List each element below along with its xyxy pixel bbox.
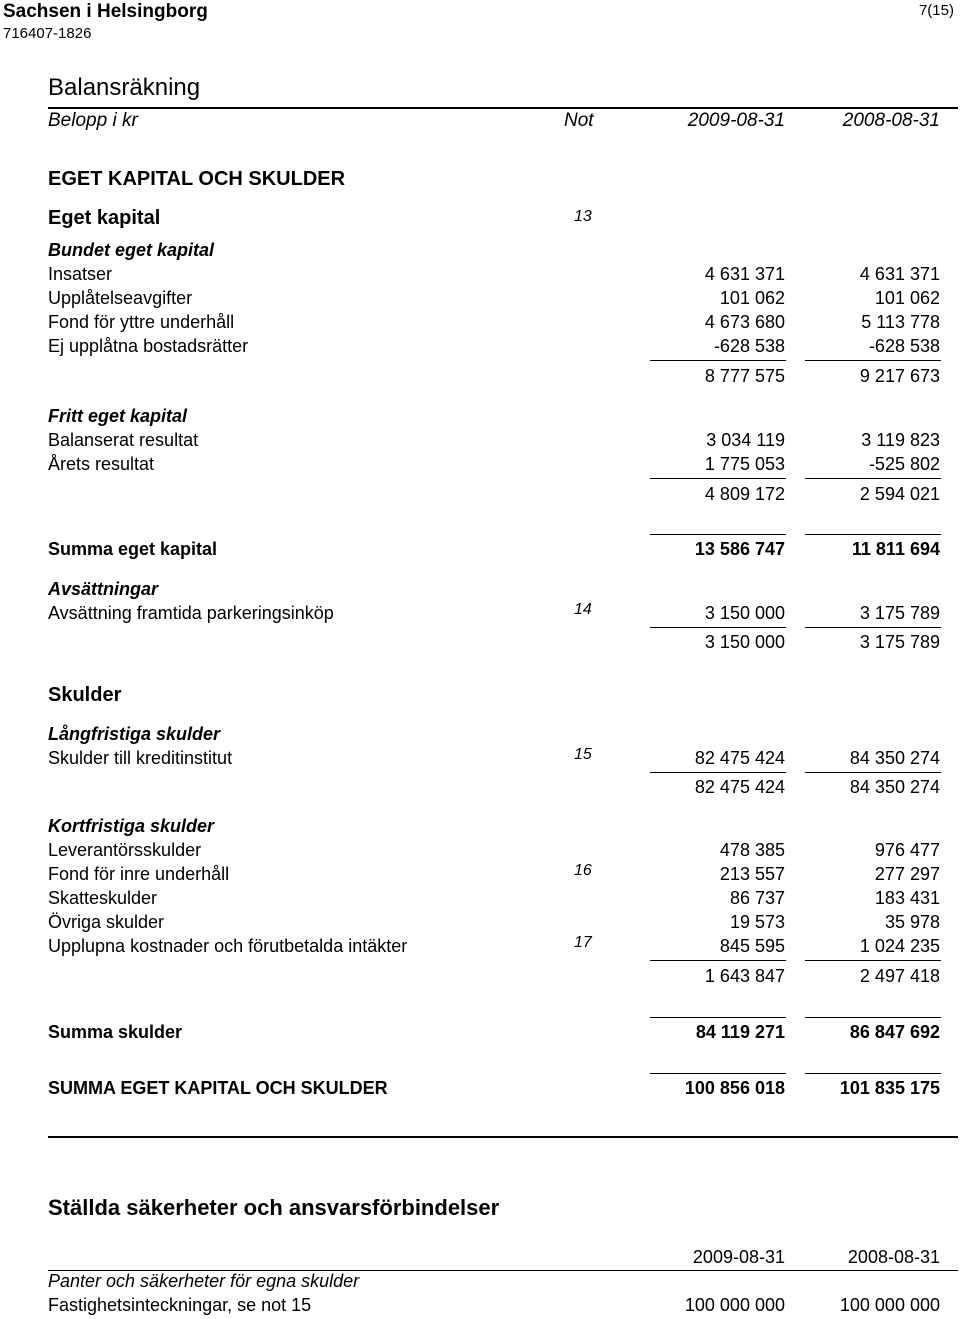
row-value-2009: 19 573	[729, 912, 785, 932]
row-label: Leverantörsskulder	[48, 840, 202, 860]
total-value-2008: 11 811 694	[851, 539, 940, 559]
table-row	[0, 430, 960, 454]
subtotal-rule	[805, 478, 941, 479]
restricted-equity-heading: Bundet eget kapital	[48, 240, 215, 260]
total-label: Summa skulder	[48, 1022, 183, 1042]
grand-total-value-2009: 100 856 018	[684, 1078, 785, 1098]
table-row	[0, 840, 960, 864]
column-header-year1: 2009-08-31	[687, 110, 785, 131]
row-label: Upplåtelseavgifter	[48, 288, 193, 308]
row-label: Övriga skulder	[48, 912, 165, 932]
row-label: Fastighetsinteckningar, se not 15	[48, 1295, 312, 1315]
subtotal-value-2009: 3 150 000	[704, 632, 785, 652]
subtotal-rule	[805, 772, 941, 773]
row-value-2009: 82 475 424	[694, 748, 785, 768]
table-row	[0, 312, 960, 336]
row-note: 16	[574, 862, 592, 879]
total-row-equity	[0, 539, 960, 563]
subtotal-value-2008: 3 175 789	[859, 632, 940, 652]
table-row	[0, 888, 960, 912]
row-value-2009: 1 775 053	[704, 454, 785, 474]
row-label: Årets resultat	[48, 454, 155, 474]
row-label: Avsättning framtida parkeringsinköp	[48, 603, 334, 623]
row-value-2009: 101 062	[719, 288, 785, 308]
subtotal-value-2008: 2 594 021	[859, 484, 940, 504]
row-value-2009: 478 385	[719, 840, 785, 860]
page-number: 7(15)	[918, 2, 954, 19]
row-value-2008: -628 538	[868, 336, 940, 356]
row-value-2009: 4 631 371	[704, 264, 785, 284]
page-title: Balansräkning	[48, 74, 201, 101]
title-rule	[48, 107, 958, 109]
total-row-liabilities	[0, 1022, 960, 1046]
grand-total-rule	[650, 1073, 786, 1074]
row-value-2008: 35 978	[884, 912, 940, 932]
total-rule	[650, 534, 786, 535]
row-value-2009: 100 000 000	[684, 1295, 785, 1315]
total-rule	[650, 1017, 786, 1018]
total-value-2009: 13 586 747	[694, 539, 785, 559]
subtotal-row	[0, 632, 960, 656]
row-value-2008: 3 175 789	[859, 603, 940, 623]
subtotal-row	[0, 484, 960, 508]
row-value-2009: -628 538	[713, 336, 785, 356]
subtotal-row	[0, 366, 960, 390]
subtotal-value-2009: 82 475 424	[694, 777, 785, 797]
row-value-2008: 183 431	[874, 888, 940, 908]
grand-total-value-2008: 101 835 175	[839, 1078, 940, 1098]
row-value-2008: 5 113 778	[861, 312, 940, 332]
subtotal-value-2008: 84 350 274	[849, 777, 940, 797]
row-value-2009: 3 150 000	[704, 603, 785, 623]
row-value-2008: 277 297	[874, 864, 940, 884]
total-value-2008: 86 847 692	[849, 1022, 940, 1042]
grand-total-row	[0, 1078, 960, 1102]
row-label: Balanserat resultat	[48, 430, 199, 450]
subtotal-rule	[650, 772, 786, 773]
subtotal-rule	[805, 360, 941, 361]
table-row	[0, 936, 960, 960]
subtotal-value-2009: 8 777 575	[704, 366, 785, 386]
row-note: 14	[574, 601, 592, 618]
grand-total-rule	[805, 1073, 941, 1074]
section-heading-liabilities-equity: EGET KAPITAL OCH SKULDER	[48, 168, 346, 190]
row-value-2009: 4 673 680	[704, 312, 785, 332]
pledges-subheading: Panter och säkerheter för egna skulder	[48, 1271, 360, 1291]
table-row	[0, 264, 960, 288]
organization-number: 716407-1826	[3, 25, 92, 42]
equity-heading: Eget kapital	[48, 207, 161, 229]
column-header-note: Not	[564, 110, 594, 131]
provisions-heading: Avsättningar	[48, 579, 159, 599]
subtotal-row	[0, 777, 960, 801]
table-row	[0, 864, 960, 888]
row-value-2009: 86 737	[729, 888, 785, 908]
row-value-2008: 976 477	[874, 840, 940, 860]
subtotal-rule	[805, 960, 941, 961]
table-row	[0, 748, 960, 772]
row-value-2008: 1 024 235	[859, 936, 940, 956]
subtotal-value-2008: 2 497 418	[859, 966, 940, 986]
row-label: Ej upplåtna bostadsrätter	[48, 336, 249, 356]
table-row	[0, 603, 960, 627]
section-separator	[48, 1136, 958, 1138]
row-label: Skulder till kreditinstitut	[48, 748, 233, 768]
subtotal-rule	[650, 960, 786, 961]
total-label: Summa eget kapital	[48, 539, 218, 559]
row-value-2009: 3 034 119	[706, 430, 785, 450]
pledges-year2: 2008-08-31	[847, 1247, 940, 1267]
row-value-2009: 213 557	[719, 864, 785, 884]
long-term-liabilities-heading: Långfristiga skulder	[48, 724, 221, 744]
row-value-2008: 84 350 274	[849, 748, 940, 768]
row-note: 15	[574, 746, 592, 763]
subtotal-rule	[805, 627, 941, 628]
row-value-2008: 100 000 000	[839, 1295, 940, 1315]
subtotal-value-2008: 9 217 673	[859, 366, 940, 386]
total-rule	[805, 1017, 941, 1018]
row-label: Fond för inre underhåll	[48, 864, 230, 884]
row-label: Fond för yttre underhåll	[48, 312, 235, 332]
subtotal-rule	[650, 627, 786, 628]
row-value-2008: 101 062	[874, 288, 940, 308]
pledges-year1: 2009-08-31	[692, 1247, 785, 1267]
short-term-liabilities-heading: Kortfristiga skulder	[48, 816, 215, 836]
table-row	[0, 454, 960, 478]
column-header-year2: 2008-08-31	[842, 110, 940, 131]
unrestricted-equity-heading: Fritt eget kapital	[48, 406, 188, 426]
table-row	[0, 912, 960, 936]
grand-total-label: SUMMA EGET KAPITAL OCH SKULDER	[48, 1078, 388, 1098]
table-row	[0, 336, 960, 360]
row-label: Upplupna kostnader och förutbetalda intäkter	[48, 936, 408, 956]
subtotal-value-2009: 4 809 172	[704, 484, 785, 504]
subtotal-row	[0, 966, 960, 990]
subtotal-rule	[650, 360, 786, 361]
subtotal-rule	[650, 478, 786, 479]
equity-note: 13	[574, 208, 592, 225]
table-row	[0, 288, 960, 312]
total-rule	[805, 534, 941, 535]
total-value-2009: 84 119 271	[695, 1022, 785, 1042]
row-label: Skatteskulder	[48, 888, 158, 908]
row-note: 17	[574, 934, 592, 951]
subtotal-value-2009: 1 643 847	[704, 966, 785, 986]
column-header-amount: Belopp i kr	[48, 110, 138, 131]
row-value-2008: -525 802	[868, 454, 940, 474]
row-label: Insatser	[48, 264, 113, 284]
row-value-2008: 4 631 371	[859, 264, 940, 284]
pledges-title: Ställda säkerheter och ansvarsförbindelser	[48, 1195, 500, 1220]
row-value-2009: 845 595	[719, 936, 785, 956]
row-value-2008: 3 119 823	[861, 430, 940, 450]
organization-name: Sachsen i Helsingborg	[3, 1, 208, 22]
table-row	[0, 1295, 960, 1319]
liabilities-heading: Skulder	[48, 684, 122, 706]
